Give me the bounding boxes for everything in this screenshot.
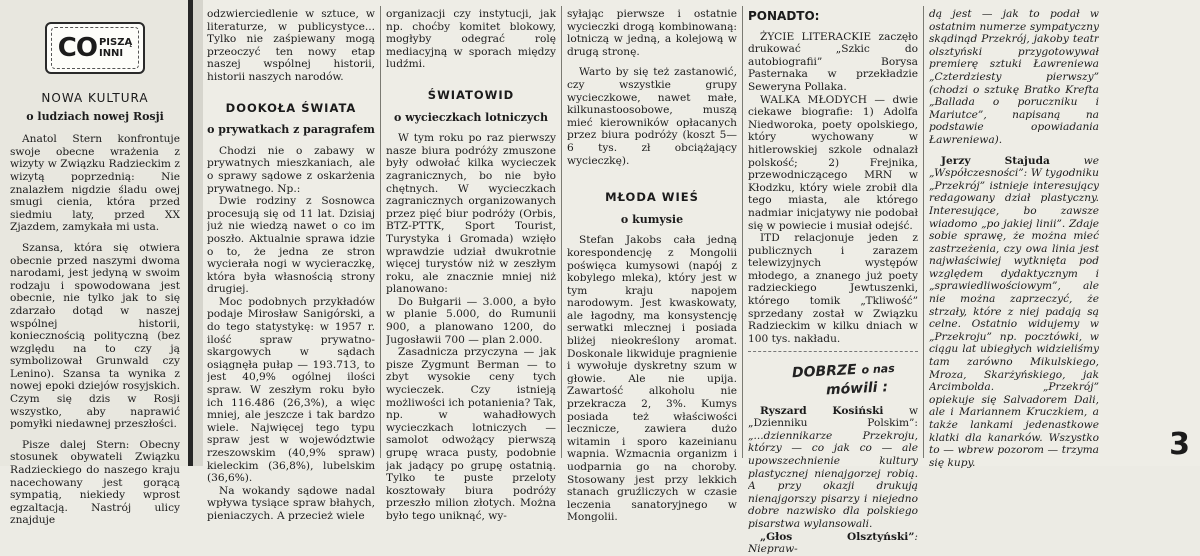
quote-intro: w „Dzienniku Polskim”: bbox=[748, 404, 918, 430]
left-paragraph-3: Pisze dalej Stern: Obecny stosunek obywateli Związku Radzieckiego do naszego kraju nacechowany jest gorącą sympatią, niekiedy wprost egzaltacją. Nastrój ulicy znajduje bbox=[10, 438, 180, 527]
logo-border bbox=[51, 27, 139, 69]
col2-intro: odzwierciedlenie w sztuce, w literaturze, w publicystyce... Tylko nie zaśpiewany mogą przeoczyć ten nowy etap naszej wspólnej historii, historii naszych narodów. bbox=[207, 8, 375, 83]
col4-paragraph-1: Stefan Jakobs cała jedną korespondencję z Mongolii poświęca kumysowi (napój z kobylego mleka), który jest w tym kraju napojem narodowym. Jest kwaskowaty, ale łagodny, ma konsystencję serwatki mlecznej i posiada bliżej nieokreślony aromat. Doskonale likwiduje pragnienie i wywołuje dyskretny szum w głowie. Ale nie upija. Zawartość alkoholu nie przekracza 2, 3%. Kumys posiada też właściwości lecznicze, zawiera dużo witamin i sporo kazeinianu wapnia. Wzmacnia organizm i uodparnia go na choroby. Stosowany jest przy lekkich stanach gruźliczych w czasie leczenia sanatoryjnego w Mongolii. bbox=[567, 234, 737, 524]
dookola-swiata-title: DOOKOŁA ŚWIATA bbox=[225, 100, 357, 115]
col3-paragraph-2: Do Bułgarii — 3.000, a było w planie 5.000, do Rumunii 900, a planowano 1200, do Jugosławii 700 — plan 2.000. bbox=[386, 295, 556, 346]
column-rule bbox=[923, 6, 924, 458]
column-rule bbox=[380, 6, 381, 458]
left-paragraph-2: Szansa, która się otwiera obecnie przed naszymi dwoma narodami, jest jedyną w swoim rodzaju i spowodowana jest obecnie, nie tylko jak to się zdarzało dotąd w naszej wspólnej historii, koniecznością polityczną (bez względu na to czy ją symbolizował Grunwald czy Lenino). Szansa ta wynika z nowej epoki dziejów rosyjskich. Czym się dzis w Rosji wszystko, aby naprawić pomyłki niedawnej przeszłości. bbox=[10, 241, 180, 431]
column-dookola-swiata bbox=[207, 8, 375, 523]
col4-paragraph-top: Warto by się też zastanowić, czy wszystkie grupy wycieczkowe, nawet małe, kilkunastoosobowe, muszą mieć kierowników opłacanych przez biura podróży (koszt 5—6 tys. zł obciążający wycieczkę). bbox=[567, 66, 737, 167]
col5-paragraph-3: ITD relacjonuje jeden z publicznych i zarazem telewizyjnych występów młodego, a znanego już poety radzieckiego Jewtuszenki, którego tomik „Tkliwość” sprzedany został w Związku Radzieckim w kilku dniach w 100 tys. nakładu. bbox=[748, 232, 918, 345]
col2-paragraph-4: Na wokandy sądowe nadal wpływa tysiące spraw błahych, pieniaczych. A przecież wiele bbox=[207, 484, 375, 522]
mloda-wies-title: MŁODA WIEŚ bbox=[605, 190, 699, 205]
nowa-kultura-subtitle: o ludziach nowej Rosji bbox=[26, 109, 164, 123]
closing-source: „Głos Olsztyński” bbox=[760, 530, 915, 543]
dookola-swiata-subtitle: o prywatkach z paragrafem bbox=[207, 123, 375, 137]
page-gutter bbox=[193, 0, 203, 466]
swiatowid-title: ŚWIATOWID bbox=[427, 87, 515, 102]
col5-paragraph-1: ŻYCIE LITERACKIE zaczęło drukować „Szkic do autobiografii” Borysa Pasternaka w przekładzie Seweryna Pollaka. bbox=[748, 30, 918, 93]
column-rule bbox=[561, 6, 562, 458]
column-rule bbox=[742, 6, 743, 458]
page-number: 3 bbox=[1169, 427, 1190, 462]
mloda-wies-subtitle: o kumysie bbox=[620, 212, 684, 226]
column-swiatowid bbox=[386, 8, 556, 523]
ponadto-title: PONADTO: bbox=[748, 9, 820, 23]
logo-co: CO bbox=[57, 32, 97, 63]
col5-quote bbox=[748, 405, 918, 531]
col3-paragraph-1: W tym roku po raz pierwszy nasze biura podróży zmuszone były odwołać kilka wycieczek zagranicznych, bo nie było chętnych. W wycieczkach zagranicznych organizowanych przez pięć biur podróży (Orbis, BTZ-PTTK, Sport Tourist, Turystyka i Gromada) wzięło wprawdzie udział dwukrotnie więcej turystów niż w zeszłym roku, ale znacznie mniej niż planowano: bbox=[386, 132, 556, 296]
co-pisza-inni-logo bbox=[45, 22, 145, 74]
col6-paragraph-1: dą jest — jak to podał w ostatnim numerze sympatyczny skądinąd Przekrój, jakoby teatr olsztyński przygotowywał premierę sztuki Ławreniewa „Czterdziesty pierwszy” (chodzi o sztukę Bratko Krefta „Ballada o poruczniku i Mariutce”, napisaną na podstawie opowiadania Ławreniewa). bbox=[929, 8, 1099, 146]
swiatowid-subtitle: o wycieczkach lotniczych bbox=[394, 110, 548, 124]
logo-pisza: PISZĄ bbox=[98, 37, 133, 48]
col6-paragraph-2 bbox=[929, 155, 1099, 470]
mowili-word: mówili : bbox=[825, 379, 889, 399]
col3-intro: organizacji czy instytucji, jak np. choćby komitet blokowy, mogłyby odegrać rolę mediacyjną w sporach między ludźmi. bbox=[386, 8, 556, 71]
dobrze-connector: o nas bbox=[861, 362, 896, 378]
quote-author: Ryszard Kosiński bbox=[760, 404, 884, 417]
quote-text: „...dziennikarze Przekroju, którzy — co jak co — ale upowszechnienie kultury plastycznej nienajgorzej robią. A przy okazji drukują nienajgorszy pisarzy i niejedno dobre nazwisko dla polskiego pisarstwa wylansowali. bbox=[748, 429, 918, 530]
stajuda-name: Jerzy Stajuda bbox=[941, 154, 1050, 167]
col5-closing bbox=[748, 531, 918, 556]
col2-paragraph-1: Chodzi nie o zabawy w prywatnych mieszkaniach, ale o sprawy sądowe z oskarżenia prywatnego. Np.: bbox=[207, 144, 375, 195]
left-strip bbox=[0, 0, 193, 527]
col3-paragraph-3: Zasadnicza przyczyna — jak pisze Zygmunt Berman — to zbyt wysokie ceny tych wycieczek. Czy istnieją możliwości ich potanienia? Tak, np. w wahadłowych wycieczkach lotniczych — samolot odwożący pierwszą grupę wraca pusty, podobnie jak jadący po grupę ostatnią. Tylko te puste przeloty kosztowały biura podróży przeszło milion złotych. Można było tego uniknąć, wy- bbox=[386, 346, 556, 522]
col2-paragraph-3: Moc podobnych przykładów podaje Mirosław Sanigórski, a do tego statystykę: w 1957 r. ilość spraw prywatno-skargowych w sądach osiągnęła pułap — 193.713, to jest 40,9% ogólnej ilości spraw. W zeszłym roku było ich 116.486 (26,3%), a więc mniej, ale jeszcze i tak bardzo wiele. Najwięcej tego typu spraw jest w województwie rzeszowskim (40,9% spraw) kieleckim (36,8%), lubelskim (36,6%). bbox=[207, 295, 375, 485]
left-column bbox=[10, 0, 180, 527]
closing-text: : Niepraw- bbox=[748, 530, 918, 556]
dobrze-o-nas-heading bbox=[792, 361, 918, 381]
col2-paragraph-2: Dwie rodziny z Sosnowca procesują się od 11 lat. Dzisiaj już nie wiedzą nawet o co im poszło. Aktualnie sprawa idzie o to, że jedna ze stron wycierała nogi w wycieraczkę, która była własnością strony drugiej. bbox=[207, 195, 375, 296]
column-ponadto bbox=[748, 8, 918, 556]
left-paragraph-1: Anatol Stern konfrontuje swoje obecne wrażenia z wizyty w Związku Radzieckim z wizytą poprzednią: Nie znalazłem nigdzie śladu owej smugi cienia, która przed siedmiu laty, przed XX Zjazdem, zamykała mi usta. bbox=[10, 133, 180, 234]
section-divider bbox=[748, 351, 918, 352]
column-mloda-wies bbox=[567, 8, 737, 524]
nowa-kultura-title: NOWA KULTURA bbox=[41, 91, 149, 105]
col4-intro: syłając pierwsze i ostatnie wycieczki drogą kombinowaną: lotniczą w jedną, a kolejową w drugą stronę. bbox=[567, 8, 737, 58]
column-continued bbox=[929, 8, 1099, 469]
col5-paragraph-2: WALKA MŁODYCH — dwie ciekawe biografie: 1) Adolfa Niedworoka, poety opolskiego, który wychowany w hitlerowskiej szkole odnalazł polskość; 2) Frejnika, przewodniczącego MRN w Kłodzku, który wiele zrobił dla tego miasta, ale którego nadmiar inicjatywy nie podobał się w powiecie i musiał odejść. bbox=[748, 93, 918, 232]
dobrze-word: DOBRZE bbox=[791, 362, 858, 382]
stajuda-text: we „Współczesności”: W tygodniku „Przekrój” istnieje interesujący redagowany dział plastyczny. Interesujące, bo zawsze wiadomo „po jakiej linii”. Zdaje sobie sprawę, że można mieć zastrzeżenia, czy owa linia jest najwłaściwiej wytknięta pod względem dydaktycznym i „sprawiedliwościowym”, ale nie można zaprzeczyć, że strzały, które z niej padają są celne. Ostatnio widujemy w „Przekroju” np. pocztówki, w ciągu lat ubiegłych widzieliśmy tam zarówno Mikulskiego, Mroza, Skarżyńskiego, jak Arcimbolda. „Przekrój” opiekuje się Salvadorem Dali, ale i Mariannem Kruczkiem, a także lankami jedenastkowe klatki dla kanarków. Wszystko to — wbrew pozorom — trzyma się kupy. bbox=[929, 154, 1099, 469]
logo-inni: INNI bbox=[98, 48, 124, 59]
